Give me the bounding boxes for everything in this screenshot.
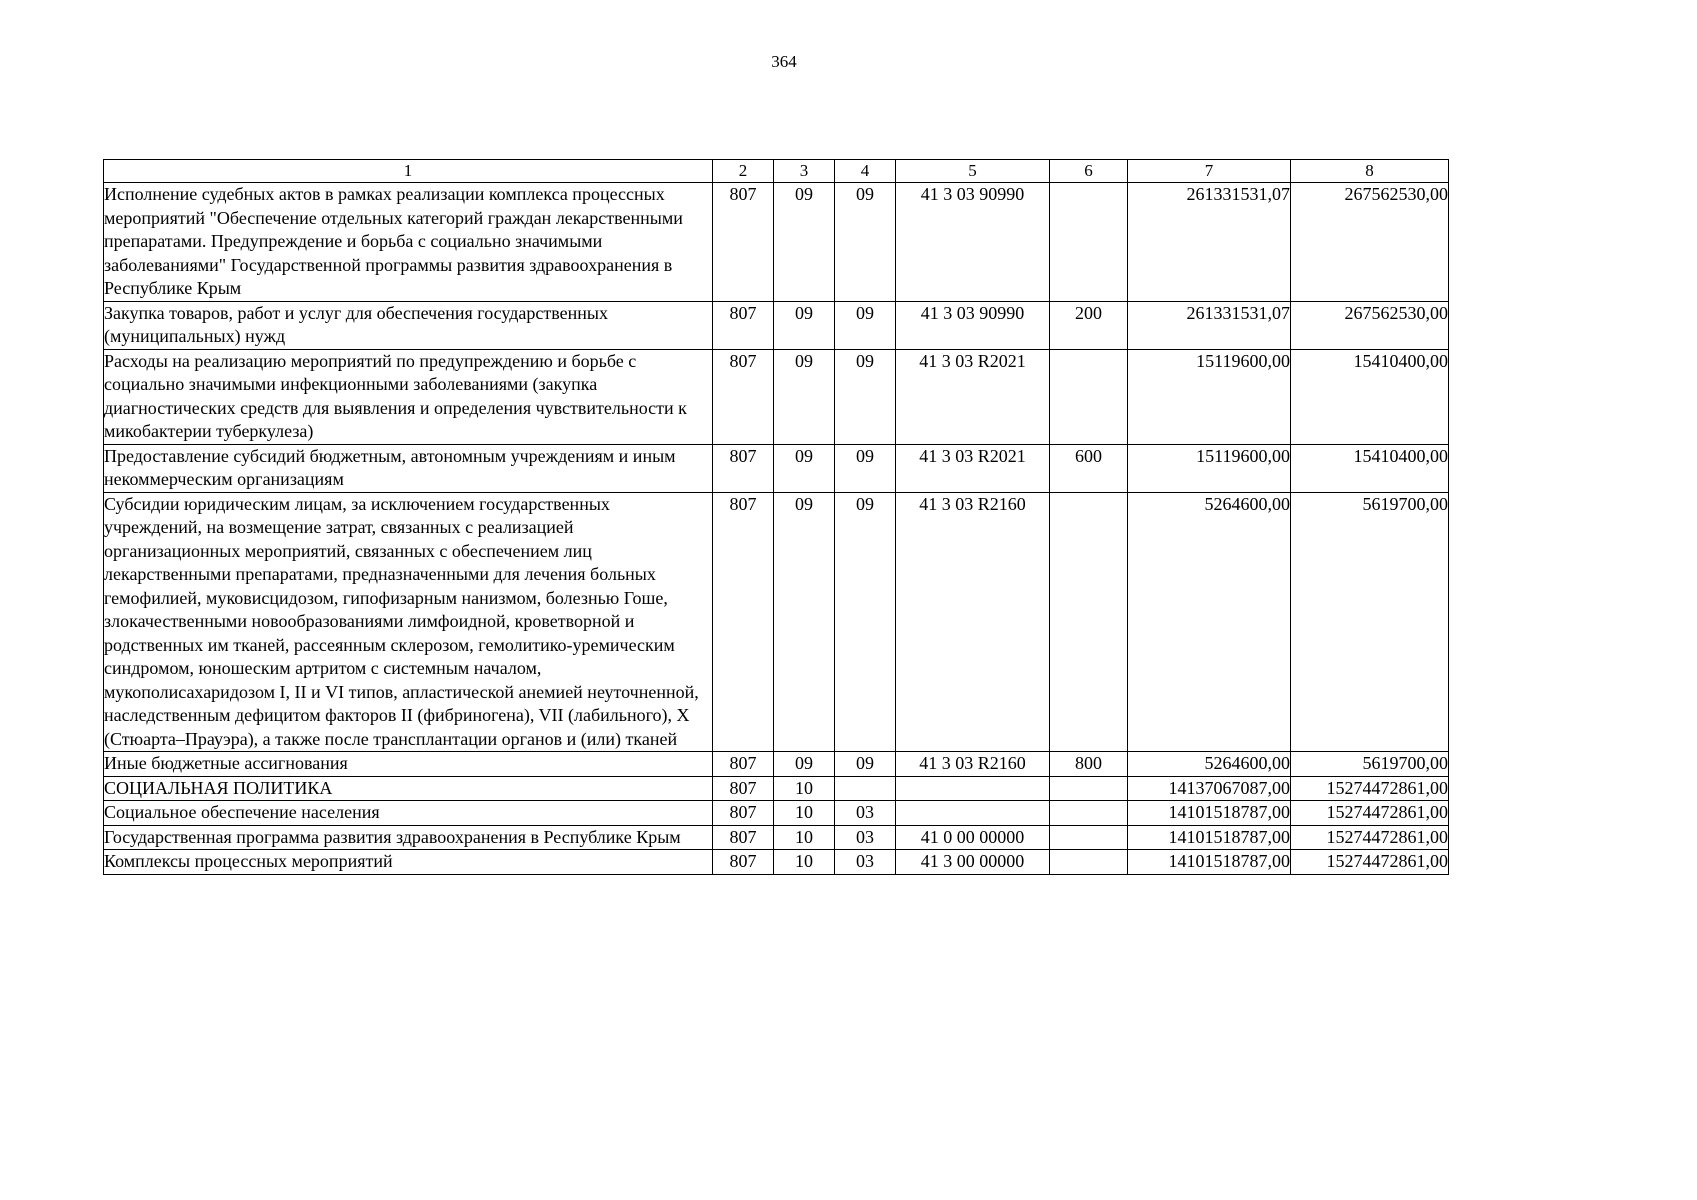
- row-amount-year1-cell: 5264600,00: [1128, 752, 1291, 777]
- header-cell-2: 2: [713, 160, 774, 183]
- row-subsection-cell: 09: [835, 752, 896, 777]
- table-row: [104, 776, 1449, 801]
- row-subsection-cell: 09: [835, 444, 896, 492]
- row-target-article-cell: 41 3 03 90990: [896, 183, 1050, 302]
- row-amount-year2-cell: 15274472861,00: [1291, 850, 1449, 875]
- header-cell-3: 3: [774, 160, 835, 183]
- row-section-cell: 10: [774, 825, 835, 850]
- header-row: [104, 160, 1449, 183]
- row-expense-type-cell: [1050, 801, 1128, 826]
- row-amount-year1-cell: 14101518787,00: [1128, 850, 1291, 875]
- row-amount-year2-cell: 267562530,00: [1291, 301, 1449, 349]
- row-name-cell: Иные бюджетные ассигнования: [104, 752, 713, 777]
- row-amount-year2-cell: 15274472861,00: [1291, 776, 1449, 801]
- row-name-cell: Закупка товаров, работ и услуг для обеспечения государственных (муниципальных) нужд: [104, 301, 713, 349]
- row-expense-type-cell: [1050, 825, 1128, 850]
- row-section-cell: 10: [774, 801, 835, 826]
- row-target-article-cell: 41 3 03 R2160: [896, 492, 1050, 752]
- row-amount-year1-cell: 261331531,07: [1128, 183, 1291, 302]
- row-amount-year2-cell: 15274472861,00: [1291, 801, 1449, 826]
- row-subsection-cell: 03: [835, 801, 896, 826]
- row-target-article-cell: 41 3 00 00000: [896, 850, 1050, 875]
- table-row: [104, 825, 1449, 850]
- table-row: [104, 183, 1449, 302]
- row-amount-year1-cell: 261331531,07: [1128, 301, 1291, 349]
- header-cell-1: 1: [104, 160, 713, 183]
- row-target-article-cell: 41 3 03 R2021: [896, 349, 1050, 444]
- row-subsection-cell: 09: [835, 301, 896, 349]
- row-amount-year2-cell: 5619700,00: [1291, 752, 1449, 777]
- row-grbs-cell: 807: [713, 492, 774, 752]
- row-amount-year2-cell: 5619700,00: [1291, 492, 1449, 752]
- row-grbs-cell: 807: [713, 825, 774, 850]
- row-section-cell: 09: [774, 301, 835, 349]
- row-name-cell: Комплексы процессных мероприятий: [104, 850, 713, 875]
- row-subsection-cell: 03: [835, 825, 896, 850]
- row-expense-type-cell: 200: [1050, 301, 1128, 349]
- row-grbs-cell: 807: [713, 850, 774, 875]
- row-section-cell: 09: [774, 444, 835, 492]
- row-grbs-cell: 807: [713, 301, 774, 349]
- table-row: [104, 850, 1449, 875]
- header-cell-5: 5: [896, 160, 1050, 183]
- header-cell-4: 4: [835, 160, 896, 183]
- table-row: [104, 492, 1449, 752]
- row-grbs-cell: 807: [713, 801, 774, 826]
- row-subsection-cell: 09: [835, 183, 896, 302]
- row-expense-type-cell: [1050, 850, 1128, 875]
- budget-table: [103, 159, 1449, 875]
- row-expense-type-cell: [1050, 492, 1128, 752]
- row-target-article-cell: 41 0 00 00000: [896, 825, 1050, 850]
- table-row: [104, 349, 1449, 444]
- header-cell-6: 6: [1050, 160, 1128, 183]
- row-amount-year2-cell: 267562530,00: [1291, 183, 1449, 302]
- row-target-article-cell: [896, 801, 1050, 826]
- row-subsection-cell: [835, 776, 896, 801]
- row-expense-type-cell: 800: [1050, 752, 1128, 777]
- row-section-cell: 10: [774, 776, 835, 801]
- row-target-article-cell: 41 3 03 R2160: [896, 752, 1050, 777]
- row-name-cell: Расходы на реализацию мероприятий по предупреждению и борьбе с социально значимыми инфекционными заболеваниями (закупка диагностических средств для выявления и определения чувствительности к микобактерии туберкулеза): [104, 349, 713, 444]
- row-name-cell: СОЦИАЛЬНАЯ ПОЛИТИКА: [104, 776, 713, 801]
- row-target-article-cell: [896, 776, 1050, 801]
- table-row: [104, 801, 1449, 826]
- row-amount-year1-cell: 14137067087,00: [1128, 776, 1291, 801]
- row-subsection-cell: 03: [835, 850, 896, 875]
- row-grbs-cell: 807: [713, 349, 774, 444]
- row-name-cell: Предоставление субсидий бюджетным, автономным учреждениям и иным некоммерческим организациям: [104, 444, 713, 492]
- row-grbs-cell: 807: [713, 776, 774, 801]
- row-expense-type-cell: [1050, 183, 1128, 302]
- row-amount-year2-cell: 15274472861,00: [1291, 825, 1449, 850]
- header-cell-8: 8: [1291, 160, 1449, 183]
- row-name-cell: Социальное обеспечение населения: [104, 801, 713, 826]
- row-name-cell: Исполнение судебных актов в рамках реализации комплекса процессных мероприятий "Обеспечение отдельных категорий граждан лекарственными препаратами. Предупреждение и борьба с социально значимыми заболеваниями" Государственной программы развития здравоохранения в Республике Крым: [104, 183, 713, 302]
- row-subsection-cell: 09: [835, 492, 896, 752]
- row-section-cell: 09: [774, 183, 835, 302]
- row-grbs-cell: 807: [713, 444, 774, 492]
- row-amount-year2-cell: 15410400,00: [1291, 444, 1449, 492]
- row-name-cell: Субсидии юридическим лицам, за исключением государственных учреждений, на возмещение затрат, связанных с реализацией организационных мероприятий, связанных с обеспечением лиц лекарственными препаратами, предназначенными для лечения больных гемофилией, муковисцидозом, гипофизарным нанизмом, болезнью Гоше, злокачественными новообразованиями лимфоидной, кроветворной и родственных им тканей, рассеянным склерозом, гемолитико-уремическим синдромом, юношеским артритом с системным началом, мукополисахаридозом I, II и VI типов, апластической анемией неуточненной, наследственным дефицитом факторов II (фибриногена), VII (лабильного), X (Стюарта–Прауэра), а также после трансплантации органов и (или) тканей: [104, 492, 713, 752]
- row-section-cell: 09: [774, 492, 835, 752]
- row-section-cell: 09: [774, 752, 835, 777]
- row-grbs-cell: 807: [713, 183, 774, 302]
- row-section-cell: 09: [774, 349, 835, 444]
- page-number: 364: [771, 52, 797, 71]
- table-row: [104, 444, 1449, 492]
- row-grbs-cell: 807: [713, 752, 774, 777]
- row-name-cell: Государственная программа развития здравоохранения в Республике Крым: [104, 825, 713, 850]
- row-expense-type-cell: [1050, 776, 1128, 801]
- row-subsection-cell: 09: [835, 349, 896, 444]
- header-cell-7: 7: [1128, 160, 1291, 183]
- row-amount-year1-cell: 14101518787,00: [1128, 801, 1291, 826]
- table-row: [104, 752, 1449, 777]
- row-expense-type-cell: 600: [1050, 444, 1128, 492]
- row-section-cell: 10: [774, 850, 835, 875]
- row-amount-year2-cell: 15410400,00: [1291, 349, 1449, 444]
- row-amount-year1-cell: 15119600,00: [1128, 349, 1291, 444]
- table-row: [104, 301, 1449, 349]
- row-expense-type-cell: [1050, 349, 1128, 444]
- row-amount-year1-cell: 15119600,00: [1128, 444, 1291, 492]
- row-amount-year1-cell: 14101518787,00: [1128, 825, 1291, 850]
- row-target-article-cell: 41 3 03 R2021: [896, 444, 1050, 492]
- row-amount-year1-cell: 5264600,00: [1128, 492, 1291, 752]
- row-target-article-cell: 41 3 03 90990: [896, 301, 1050, 349]
